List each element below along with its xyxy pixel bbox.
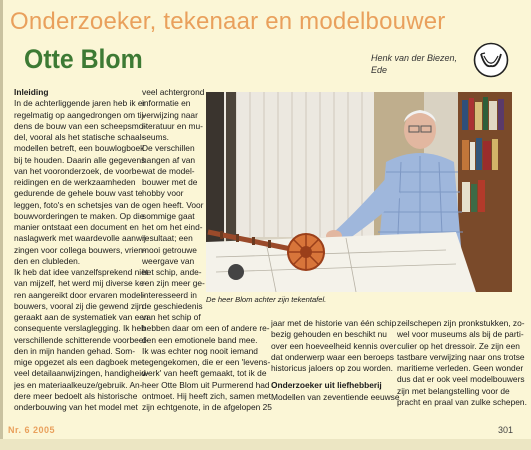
text-line: gedurende de gehele bouw vast te bbox=[14, 188, 143, 199]
text-line: bezig gehouden en beschikt nu bbox=[271, 329, 387, 340]
text-line: sommige gaat bbox=[142, 210, 195, 221]
text-line: mooi getrouwe bbox=[142, 244, 197, 255]
ship-wave-logo-icon bbox=[473, 42, 509, 78]
text-line: regelmatig op aangedrongen om tij- bbox=[14, 109, 147, 120]
text-line: zijn echtgenote, in de afgelopen 25 bbox=[142, 402, 272, 412]
text-line: werk' van heeft gemaakt, tot ik de bbox=[142, 368, 267, 379]
text-line: Ik was echter nog nooit iemand bbox=[142, 345, 258, 356]
text-line: heer Otte Blom uit Purmerend had bbox=[142, 379, 270, 390]
text-line: informatie en bbox=[142, 98, 191, 109]
text-line: tastbare verwijzing naar ons trotse bbox=[397, 351, 525, 362]
text-line: bij te houden. Daarin alle gegevens bbox=[14, 154, 146, 165]
text-line: ren zijn meer ge- bbox=[142, 278, 205, 289]
text-line: ren aangereikt door ervaren model- bbox=[14, 289, 146, 300]
text-line: van het vooronderzoek, de voorbe- bbox=[14, 165, 144, 176]
article-photo bbox=[206, 92, 512, 292]
text-line: verschillende schitterende voorbeel- bbox=[14, 334, 149, 345]
text-line: van mijzelf, het werd mij diverse ke- bbox=[14, 278, 147, 289]
text-line: In de achterliggende jaren heb ik er bbox=[14, 98, 146, 109]
text-line: dat onderwerp waar een beroeps bbox=[271, 351, 394, 362]
text-line: bouwvorderingen te maken. Op die bbox=[14, 210, 145, 221]
text-line: het schip, ande- bbox=[142, 267, 202, 277]
text-line: hobby voor bbox=[142, 188, 184, 199]
section-heading-onderzoeker: Onderzoeker uit liefhebberij bbox=[271, 380, 382, 391]
text-line: dens de bouw van een scheepsmo- bbox=[14, 120, 147, 131]
text-line: jaar met de historie van één schip bbox=[271, 318, 397, 328]
text-line: het om het eind- bbox=[142, 222, 203, 232]
photo-caption: De heer Blom achter zijn tekentafel. bbox=[206, 295, 327, 304]
text-line: modellen betreft, een bouwlogboek bbox=[14, 143, 145, 154]
text-line: dere meer bedoelt als historische bbox=[14, 390, 138, 401]
text-line: ontmoet. Hij heeft zich, samen met bbox=[142, 390, 271, 401]
text-line: den een emotionele band mee. bbox=[142, 334, 258, 345]
section-heading-inleiding: Inleiding bbox=[14, 87, 49, 97]
column-4 bbox=[397, 318, 527, 408]
text-line: mige opgezet als een dagboek met bbox=[14, 357, 145, 367]
text-line: weergave van bbox=[142, 255, 195, 266]
text-line: den en clubleden. bbox=[14, 255, 81, 266]
text-line: zingen voor collega bouwers, vrien- bbox=[14, 244, 146, 255]
text-line: verwijzing naar bbox=[142, 109, 198, 120]
text-line: over een hoeveelheid kennis over bbox=[271, 340, 397, 351]
text-line: pracht en praal van zulke schepen. bbox=[397, 396, 527, 407]
author-credit bbox=[371, 52, 457, 76]
text-line: bouwer met de bbox=[142, 177, 198, 187]
text-line: resultaat; een bbox=[142, 233, 193, 244]
text-line: de geschiedenis bbox=[142, 300, 203, 311]
text-line: ogen heeft. Voor bbox=[142, 199, 204, 210]
text-line: consequente verslaglegging. Ik heb bbox=[14, 323, 146, 334]
text-line: wel voor museums als bij de parti- bbox=[397, 329, 524, 340]
text-line: naslagwerk met waardevolle aanwij- bbox=[14, 233, 149, 244]
article-title: Onderzoeker, tekenaar en modelbouwer bbox=[10, 8, 446, 35]
text-line: zijn met belangstelling voor de bbox=[397, 385, 510, 396]
text-line: Modellen van zeventiende eeuwse bbox=[271, 391, 400, 402]
text-line: del, vooral als het statische schaal- bbox=[14, 132, 145, 142]
text-line: seums. bbox=[142, 132, 169, 142]
text-line: reidingen en de werkzaamheden bbox=[14, 177, 136, 187]
text-line: hangen af van bbox=[142, 154, 196, 165]
text-line: dus dat er ook veel modelbouwers bbox=[397, 374, 525, 385]
text-line: veel detailaanwijzingen, handigheid- bbox=[14, 368, 149, 379]
text-line: literatuur en mu- bbox=[142, 120, 203, 131]
text-line: tegengekomen, die er een 'levens- bbox=[142, 357, 271, 367]
text-line: interesseerd in bbox=[142, 289, 197, 300]
text-line: hebben daar om een of andere re- bbox=[142, 323, 270, 334]
text-line: Ik heb dat idee vanzelfsprekend niet bbox=[14, 267, 149, 277]
text-line: bouwers, vooral zij die gewend zijn bbox=[14, 300, 144, 311]
column-3 bbox=[271, 318, 400, 403]
text-line: onderbouwing van het model met bbox=[14, 402, 138, 412]
text-line: veel achtergrond bbox=[142, 87, 205, 97]
author-city: Ede bbox=[371, 65, 388, 75]
footer-band bbox=[0, 439, 531, 450]
text-line: zeilschepen zijn pronkstukken, zo- bbox=[397, 318, 525, 328]
author-name: Henk van der Biezen, bbox=[371, 53, 458, 63]
article-subject-name: Otte Blom bbox=[24, 44, 143, 74]
text-line: geraakt aan de systematiek van een bbox=[14, 312, 149, 322]
text-line: jes en materiaalkeuze/gebruik. An- bbox=[14, 379, 143, 390]
text-line: wat de model- bbox=[142, 165, 195, 176]
text-line: culier op het dressoir. Ze zijn een bbox=[397, 340, 520, 351]
text-line: De verschillen bbox=[142, 143, 195, 154]
column-1 bbox=[14, 87, 149, 413]
text-line: historicus jaloers op zou worden. bbox=[271, 363, 393, 373]
man-at-drafting-table-illustration bbox=[206, 92, 512, 292]
text-line: manier ontstaat een document en bbox=[14, 222, 139, 232]
page-edge bbox=[0, 0, 3, 450]
issue-number: Nr. 6 2005 bbox=[8, 425, 56, 435]
text-line: maritieme verleden. Geen wonder bbox=[397, 363, 524, 373]
page-number: 301 bbox=[498, 425, 514, 435]
text-line: leggen, foto's en schetsjes van de bbox=[14, 199, 140, 210]
text-line: den in mijn handen gehad. Som- bbox=[14, 345, 136, 356]
text-line: van het schip of bbox=[142, 312, 201, 322]
